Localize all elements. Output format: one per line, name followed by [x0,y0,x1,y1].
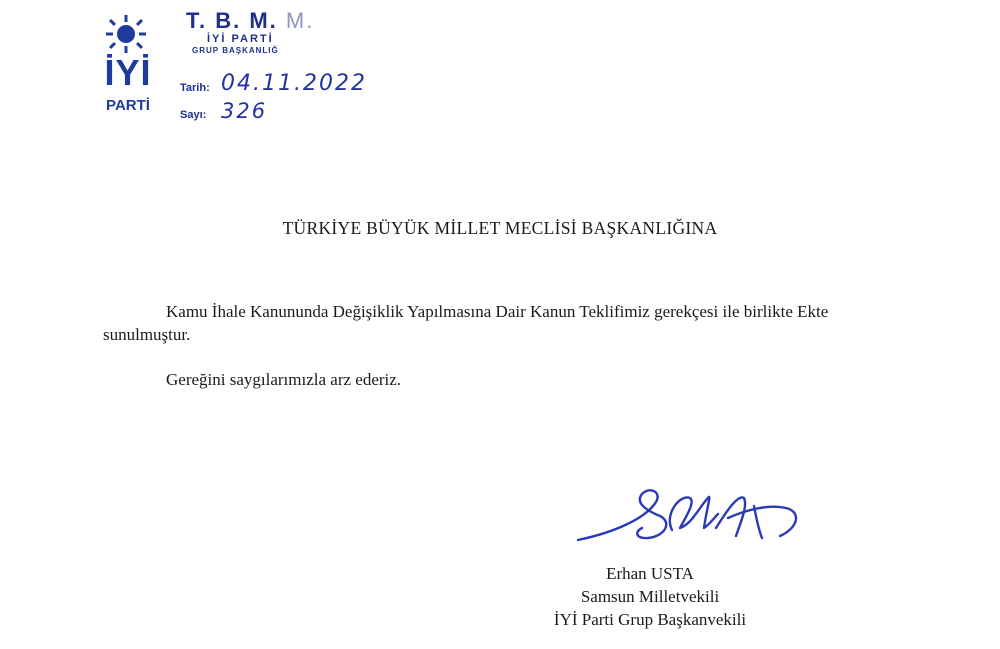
stamp-faint-letter: M. [285,8,315,33]
body-paragraph: Kamu İhale Kanununda Değişiklik Yapılmasına Dair Kanun Teklifimiz gerekçesi ile birlikte Ekte sunulmuştur. [103,302,829,344]
document-heading: TÜRKİYE BÜYÜK MİLLET MECLİSİ BAŞKANLIĞINA [282,218,718,238]
signatory-name: Erhan USTA [606,564,694,583]
date-label: Tarih: [180,82,210,94]
party-logo [96,12,160,122]
logo-wordmark: İYİ [104,52,152,93]
signatory-position: İYİ Parti Grup Başkanvekili [553,610,747,629]
number-label: Sayı: [180,109,207,121]
number-value: 326 [221,99,268,123]
signatory-title: Samsun Milletvekili [580,587,720,606]
signatory-block [525,562,775,631]
stamp-title: T. B. M. M. [186,8,315,33]
logo-subword: PARTİ [106,97,150,114]
office-stamp [180,8,380,123]
handwritten-signature [576,484,806,554]
date-value: 04.11.2022 [221,71,367,96]
stamp-party-name: İYİ PARTİ [207,33,274,45]
closing-paragraph: Gereğini saygılarımızla arz ederiz. [166,370,402,389]
stamp-office: GRUP BAŞKANLIĞ [192,46,279,55]
